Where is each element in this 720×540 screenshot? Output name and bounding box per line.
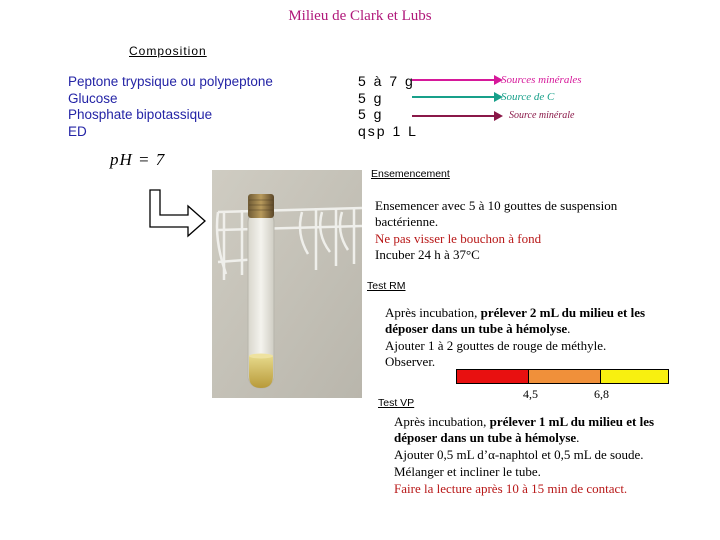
ingredient-name: ED [68, 124, 87, 139]
ph-scale-acid-segment [457, 370, 529, 383]
ensemencement-text: Ensemencer avec 5 à 10 gouttes de suspension [375, 198, 618, 213]
test-vp-text-part: . [576, 430, 580, 445]
arrowhead-icon [494, 111, 503, 121]
ph-scale-tick: 6,8 [594, 387, 609, 401]
test-vp-text-bold: déposer dans un tube à hémolyse [394, 430, 577, 445]
ingredient-quantity: qsp 1 L [358, 123, 418, 139]
ph-scale-tick: 4,5 [523, 387, 538, 401]
ingredient-quantity: 5 à 7 g [358, 73, 415, 89]
ensemencement-text: Incuber 24 h à 37°C [375, 247, 480, 262]
page-title: Milieu de Clark et Lubs [288, 8, 432, 24]
test-rm-text-part: . [567, 321, 571, 336]
test-vp-warning: Faire la lecture après 10 à 15 min de contact. [394, 481, 628, 496]
ph-value: pH = 7 [110, 150, 166, 169]
section-label-ensemencement: Ensemencement [371, 168, 450, 180]
ph-scale-mid-segment [529, 370, 601, 383]
section-label-test-vp: Test VP [378, 397, 415, 409]
test-vp-text [394, 430, 579, 447]
composition-label: Composition [129, 44, 207, 58]
source-arrows [410, 72, 505, 128]
source-label: Source minérale [509, 110, 575, 121]
test-rm-text-bold: déposer dans un tube à hémolyse [385, 321, 568, 336]
test-vp-text-bold: prélever 1 mL du milieu et les [489, 414, 655, 429]
test-vp-text: Mélanger et incliner le tube. [394, 464, 541, 479]
test-vp-text-part: Après incubation, [394, 414, 490, 429]
test-rm-text: Observer. [385, 354, 436, 369]
ingredient-name: Phosphate bipotassique [68, 107, 213, 122]
ph-scale-basic-segment [601, 370, 668, 383]
source-label: Sources minérales [501, 74, 582, 86]
ensemencement-warning: Ne pas visser le bouchon à fond [375, 231, 542, 246]
section-label-test-rm: Test RM [367, 280, 406, 292]
test-rm-text [385, 305, 645, 322]
source-label: Source de C [501, 91, 555, 103]
test-rm-text-bold: prélever 2 mL du milieu et les [480, 305, 646, 320]
ensemencement-text: bactérienne. [375, 214, 439, 229]
ingredient-name: Peptone trypsique ou polypeptone [68, 74, 273, 89]
test-rm-text: Ajouter 1 à 2 gouttes de rouge de méthyle. [385, 338, 607, 353]
test-rm-text [385, 321, 570, 338]
hollow-arrow-icon [148, 188, 208, 238]
ph-color-scale [456, 369, 669, 384]
ingredient-quantity: 5 g [358, 90, 384, 106]
test-vp-text: Ajouter 0,5 mL d’α-naphtol et 0,5 mL de soude. [394, 447, 644, 462]
test-vp-text [394, 414, 654, 431]
ingredient-quantity: 5 g [358, 106, 384, 122]
culture-tube-photo [212, 170, 362, 398]
test-rm-text-part: Après incubation, [385, 305, 481, 320]
ingredient-name: Glucose [68, 91, 118, 106]
